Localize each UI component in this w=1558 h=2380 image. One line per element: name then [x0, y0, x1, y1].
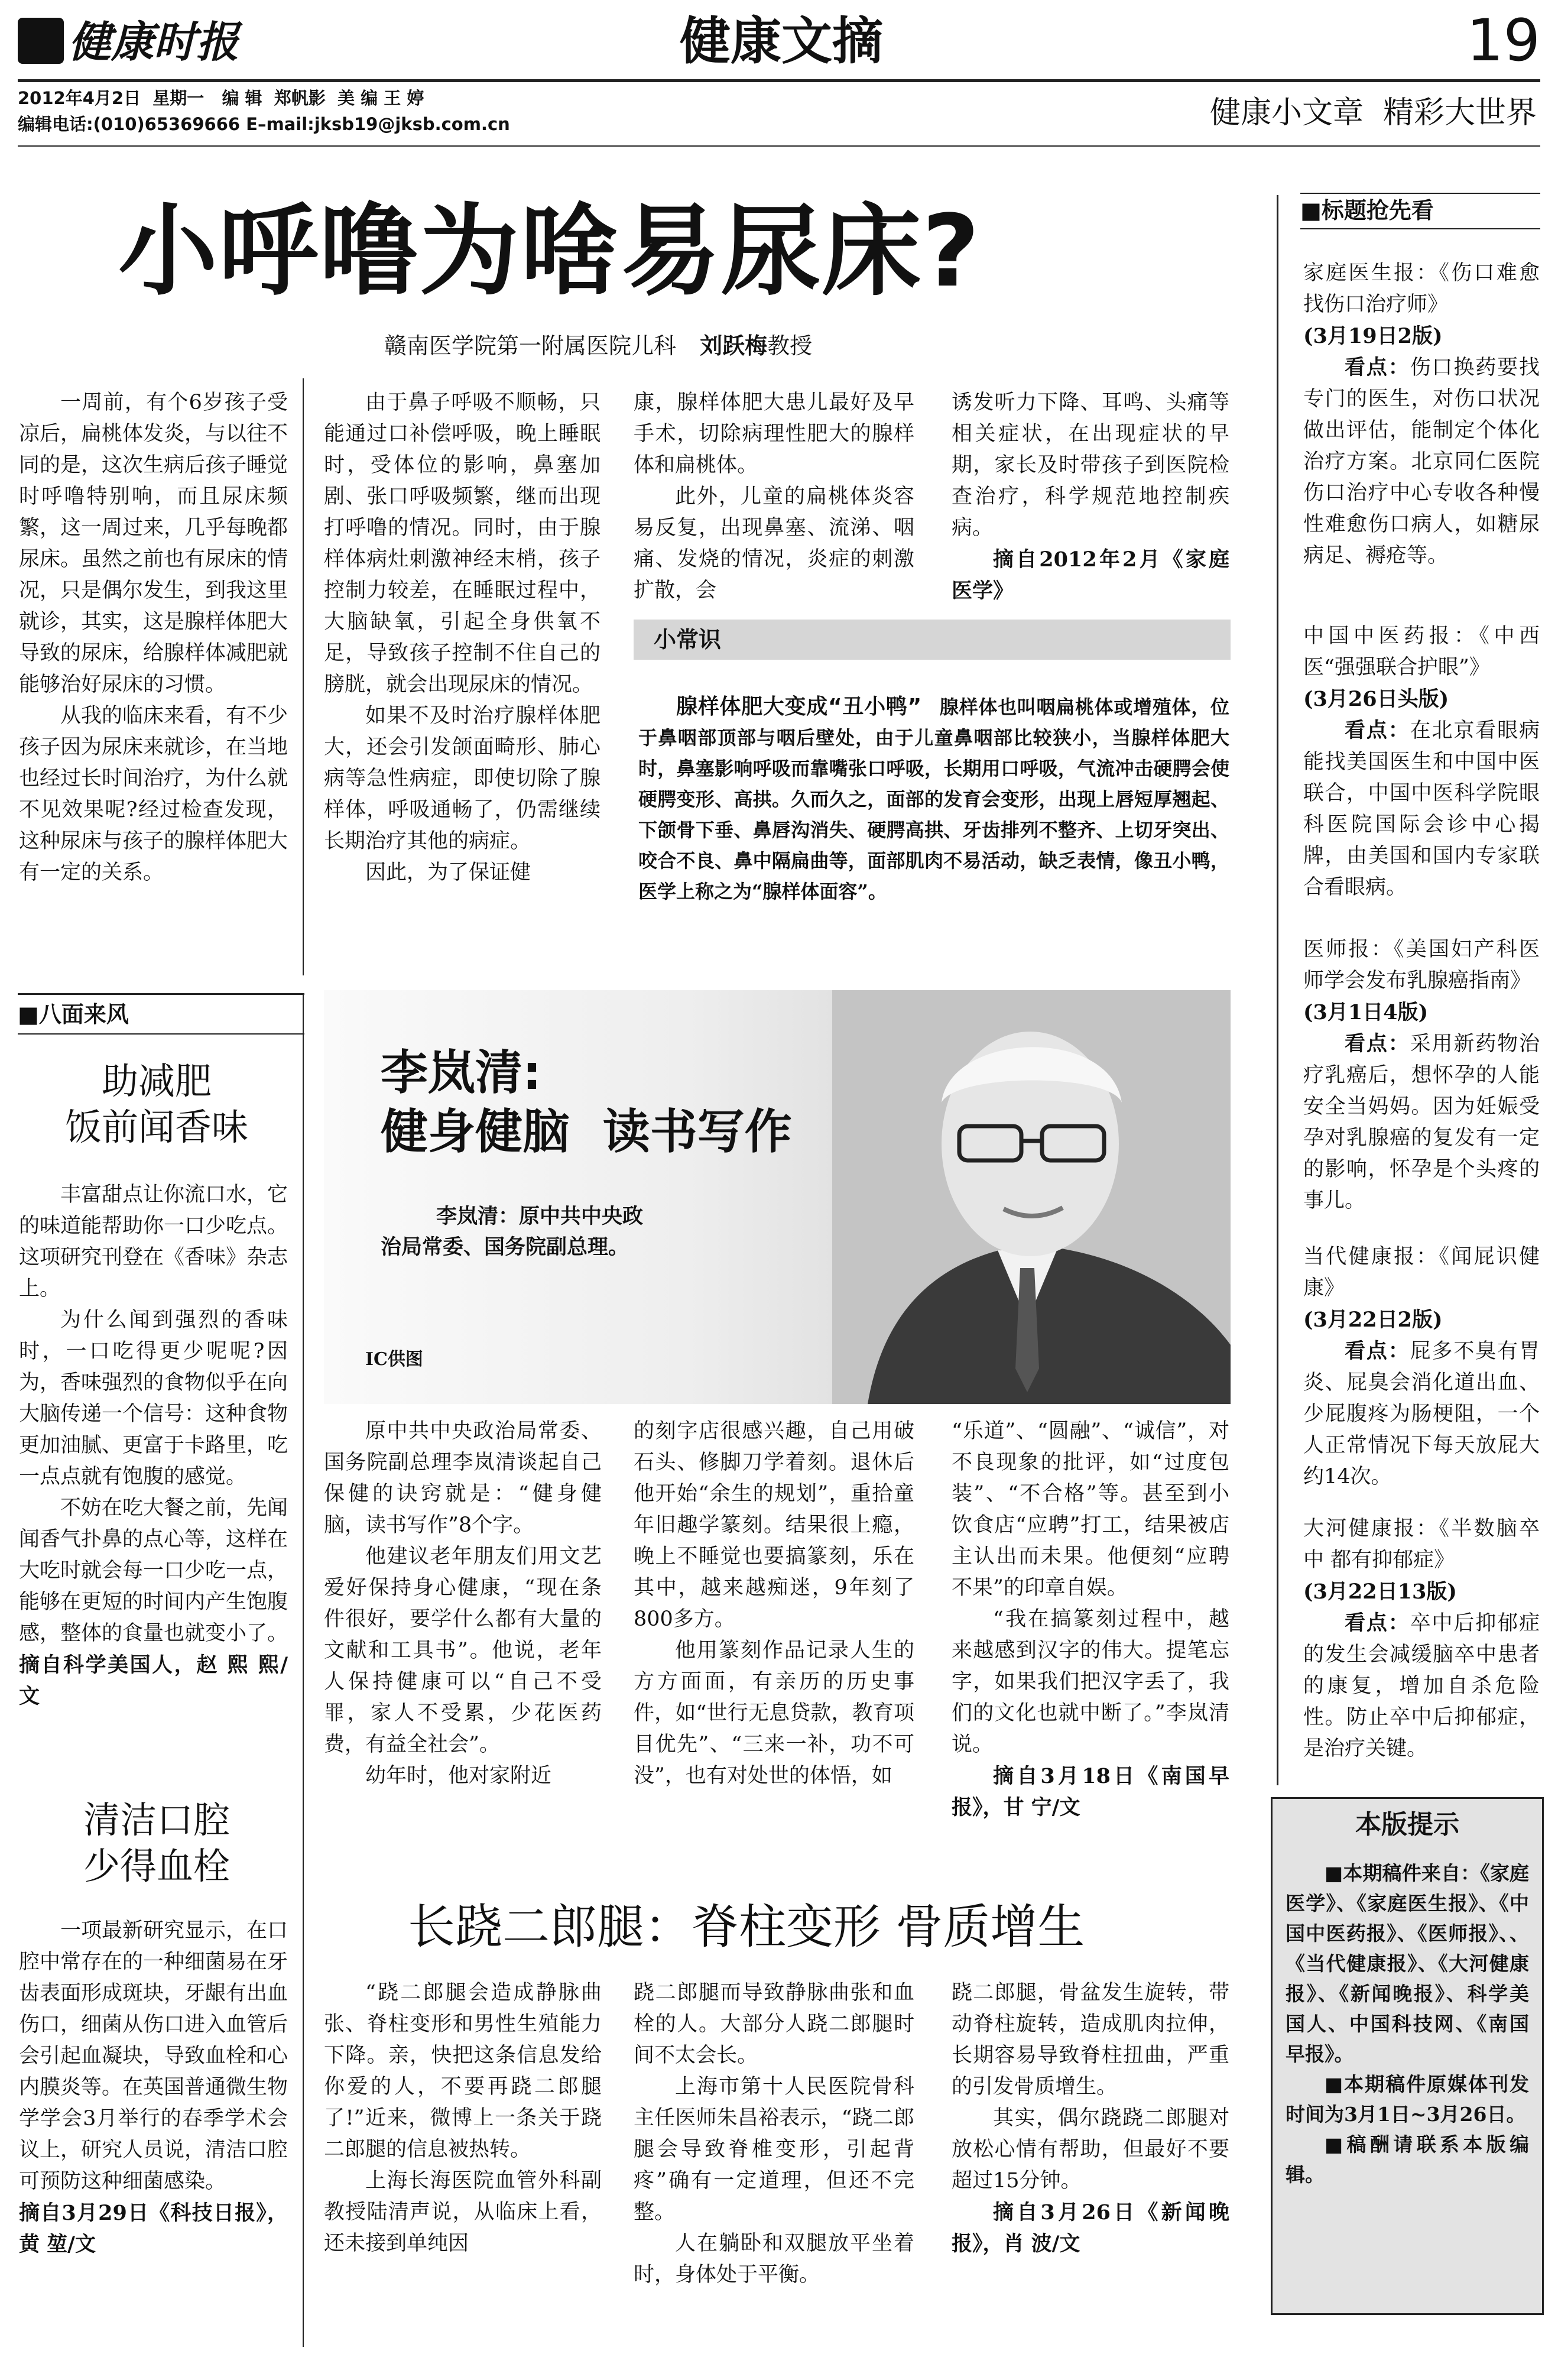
sidebar-top-rule [1300, 193, 1540, 194]
photo-credit: IC供图 [365, 1349, 423, 1370]
masthead [18, 8, 1540, 144]
article-title: 清洁口腔 少得血栓 [83, 1798, 230, 1888]
notice-item: ■本期稿件来自：《家庭医学》、《家庭医生报》、《中国中医药报》、《医师报》、、《当代健康报》、《大河健康报》、《新闻晚报》、科学美国人、中国科技网、《南国早报》。 [1286, 1862, 1529, 2066]
slogan: 健康小文章 精彩大世界 [1209, 95, 1537, 131]
section-title: 健康文摘 [680, 12, 883, 71]
sidebar-item-2: 中国中医药报：《中西医“强强联合护眼”》 (3月26日头版) 看点：在北京看眼病能找美国医生和中国中医联合，中国中医科学院眼科医院国际会诊中心揭牌，由美国和国内专家联合看眼病。 [1303, 621, 1540, 903]
paragraph: 康，腺样体肥大患儿最好及早手术，切除病理性肥大的腺样体和扁桃体。 [634, 391, 914, 477]
feature-col-2 [634, 1416, 914, 1792]
paragraph: 从我的临床来看，有不少孩子因为尿床来就诊，在当地也经过长时间治疗，为什么就不见效果呢?经过检查发现，这种尿床与孩子的腺样体肥大有一定的关系。 [19, 704, 288, 884]
leg-col-1 [324, 1977, 602, 2259]
byline [384, 331, 812, 361]
feature-title-line-2: 健身健脑 读书写作 [381, 1104, 792, 1159]
paragraph: 不妨在吃大餐之前，先闻闻香气扑鼻的点心等，这样在大吃时就会每一口少吃一点，能够在更短的时间内产生饱腹感，整体的食量也就变小了。 [19, 1496, 288, 1645]
notice-item: ■本期稿件原媒体刊发时间为3月1日~3月26日。 [1286, 2073, 1529, 2126]
feature-caption-line-1: 李岚清：原中共中央政 [436, 1204, 644, 1228]
sidebar-item-date: (3月1日4版) [1303, 1000, 1429, 1024]
main-article-col-4 [952, 387, 1229, 607]
sidebar-item-head: 医师报：《美国妇产科医师学会发布乳腺癌指南》 [1303, 938, 1540, 993]
sidebar-item-head: 大河健康报：《半数脑卒中 都有抑郁症》 [1303, 1517, 1540, 1572]
leg-headline: 长跷二郎腿：脊柱变形 骨质增生 [408, 1899, 1085, 1954]
paragraph: “乐道”、“圆融”、“诚信”，对不良现象的批评，如“过度包装”、“不合格”等。甚至到小饮食店“应聘”打工，结果被店主认出而未果。他便刻“应聘不果”的印章自娱。 [952, 1419, 1229, 1600]
logo-seal-icon [18, 18, 64, 64]
paragraph: “跷二郎腿会造成静脉曲张、脊柱变形和男性生殖能力下降。亲，快把这条信息发给你爱的人，不要再跷二郎腿了!”近来，微博上一条关于跷二郎腿的信息被热转。 [324, 1981, 602, 2161]
source-credit: 摘自3月26日《新闻晚报》，肖 波/文 [952, 2200, 1229, 2256]
byline-name: 刘跃梅 [700, 332, 768, 359]
column-rule [303, 993, 304, 2347]
sidebar-item-date: (3月26日头版) [1303, 687, 1449, 711]
sidebar-item-4: 当代健康报：《闻屁识健康》 (3月22日2版) 看点：屁多不臭有胃炎、屁臭会消化道出血、少屁腹疼为肠梗阻，一个人正常情况下每天放屁大约14次。 [1303, 1241, 1540, 1493]
section-rule [18, 1033, 304, 1035]
sidebar-item-date: (3月22日13版) [1303, 1580, 1457, 1604]
paragraph: 丰富甜点让你流口水，它的味道能帮助你一口少吃点。这项研究刊登在《香味》杂志上。 [19, 1183, 288, 1301]
paragraph: 的刻字店很感兴趣，自己用破石头、修脚刀学着刻。退休后他开始“余生的规划”，重拾童年旧趣学篆刻。结果很上瘾，晚上不睡觉也要搞篆刻，乐在其中，越来越痴迷，9年刻了800多方。 [634, 1419, 914, 1631]
main-article-col-2 [324, 387, 601, 889]
tip-title: 腺样体肥大变成“丑小鸭” [676, 695, 922, 719]
source-credit: 摘自3月18日《南国早报》，甘 宁/文 [952, 1764, 1229, 1820]
sidebar-item-date: (3月19日2版) [1303, 324, 1443, 348]
feature-banner [324, 990, 1231, 1404]
tip-body [638, 692, 1229, 907]
sidebar-item-1: 家庭医生报：《伤口难愈找伤口治疗师》 (3月19日2版) 看点：伤口换药要找专门的医生，对伤口状况做出评估，能制定个体化治疗方案。北京同仁医院伤口治疗中心专收各种慢性难愈伤口病人，如糖尿病足、褥疮等。 [1303, 258, 1540, 572]
paragraph: 人在躺卧和双腿放平坐着时，身体处于平衡。 [634, 2232, 914, 2287]
notice-item: ■稿酬请联系本版编辑。 [1286, 2133, 1529, 2186]
source-credit: 摘自科学美国人，赵 熙 熙/文 [19, 1653, 288, 1708]
section-rule [18, 993, 304, 995]
sidebar-item-3: 医师报：《美国妇产科医师学会发布乳腺癌指南》 (3月1日4版) 看点：采用新药物治疗乳癌后，想怀孕的人能安全当妈妈。因为妊娠受孕对乳腺癌的复发有一定的影响，怀孕是个头疼的事儿。 [1303, 934, 1540, 1217]
notice-box [1271, 1797, 1544, 2315]
paragraph: 为什么闻到强烈的香味时，一口吃得更少呢呢?因为，香味强烈的食物似乎在向大脑传递一个信号：这种食物更加油腻、更富于卡路里，吃一点点就有饱腹的感觉。 [19, 1308, 288, 1489]
leg-col-2 [634, 1977, 914, 2291]
portrait-illustration-icon [832, 990, 1231, 1404]
sidebar-item-head: 当代健康报：《闻屁识健康》 [1303, 1245, 1540, 1300]
sidebar-item-head: 中国中医药报：《中西医“强强联合护眼”》 [1303, 624, 1540, 679]
sidebar-item-date: (3月22日2版) [1303, 1308, 1443, 1332]
tip-text: 腺样体也叫咽扁桃体或增殖体，位于鼻咽部顶部与咽后壁处，由于儿童鼻咽部比较狭小，当腺样体肥大时，鼻塞影响呼吸而靠嘴张口呼吸，长期用口呼吸，气流冲击硬腭会使硬腭变形、高拱。久而久之，面部的发育会变形，出现上唇短厚翘起、下颌骨下垂、鼻唇沟消失、硬腭高拱、牙齿排列不整齐、上切牙突出、咬合不良、鼻中隔扁曲等，面部肌肉不易活动，缺乏表情，像丑小鸭，医学上称之为“腺样体面容”。 [638, 696, 1229, 903]
paragraph: 其实，偶尔跷跷二郎腿对放松心情有帮助，但最好不要超过15分钟。 [952, 2106, 1229, 2193]
sidebar-item-head: 家庭医生报：《伤口难愈找伤口治疗师》 [1303, 261, 1540, 316]
paragraph: 上海长海医院血管外科副教授陆清声说，从临床上看，还未接到单纯因 [324, 2169, 602, 2255]
paragraph: 如果不及时治疗腺样体肥大，还会引发颌面畸形、肺心病等急性病症，即使切除了腺样体，呼吸通畅了，仍需继续长期治疗其他的病症。 [324, 704, 601, 853]
paragraph: 跷二郎腿，骨盆发生旋转，带动脊柱旋转，造成肌肉拉伸，长期容易导致脊柱扭曲，严重的引发骨质增生。 [952, 1981, 1229, 2099]
page-number: 19 [1466, 7, 1540, 74]
paragraph: 他建议老年朋友们用文艺爱好保持身心健康，“现在条件很好，要学什么都有大量的文献和工具书”。他说，老年人保持健康可以“自己不受罪，家人不受累，少花医药费，有益全社会”。 [324, 1545, 602, 1756]
contact-line: 编辑电话:(010)65369666 E–mail:jksb19@jksb.com.cn [18, 114, 510, 134]
feature-col-3 [952, 1416, 1229, 1823]
paragraph: 一周前，有个6岁孩子受凉后，扁桃体发炎，与以往不同的是，这次生病后孩子睡觉时呼噜特别响，而且尿床频繁，这一周过来，几乎每晚都尿床。虽然之前也有尿床的情况，只是偶尔发生，到我这里就诊，其实，这是腺样体肥大导致的尿床，给腺样体减肥就能够治好尿床的习惯。 [19, 391, 288, 696]
masthead-rule [18, 79, 1540, 82]
left-article-2 [19, 1915, 288, 2260]
paragraph: 一项最新研究显示，在口腔中常存在的一种细菌易在牙齿表面形成斑块，牙龈有出血伤口，细菌从伤口进入血管后会引起血凝块，导致血栓和心内膜炎等。在英国普通微生物学学会3月举行的春季学术会议上，研究人员说，清洁口腔可预防这种细菌感染。 [19, 1919, 288, 2193]
source-credit: 摘自2012年2月《家庭医学》 [952, 547, 1229, 603]
paragraph: “我在搞篆刻过程中，越来越感到汉字的伟大。提笔忘字，如果我们把汉字丢了，我们的文化也就中断了。”李岚清说。 [952, 1607, 1229, 1756]
source-credit: 摘自3月29日《科技日报》，黄 堃/文 [19, 2201, 288, 2256]
main-article-col-1 [19, 387, 288, 889]
tip-label-bar [634, 620, 1231, 660]
leg-col-3 [952, 1977, 1229, 2259]
date-line: 2012年4月2日 星期一 编 辑 郑帆影 美 编 王 婷 [18, 88, 424, 108]
column-rule [303, 378, 304, 975]
tip-label: 小常识 [654, 627, 722, 653]
paragraph: 跷二郎腿而导致静脉曲张和血栓的人。大部分人跷二郎腿时间不太会长。 [634, 1981, 914, 2067]
portrait-photo [832, 990, 1231, 1404]
paragraph: 幼年时，他对家附近 [365, 1764, 552, 1788]
paragraph: 此外，儿童的扁桃体炎容易反复，出现鼻塞、流涕、咽痛、发烧的情况，炎症的刺激扩散，会 [634, 485, 914, 602]
main-headline: 小呼噜为啥易尿床? [118, 193, 981, 309]
feature-title-line-1: 李岚清: [381, 1045, 541, 1100]
feature-caption-line-2: 治局常委、国务院副总理。 [381, 1235, 629, 1259]
notice-title: 本版提示 [1355, 1810, 1459, 1840]
sidebar-item-5: 大河健康报：《半数脑卒中 都有抑郁症》 (3月22日13版) 看点：卒中后抑郁症的发生会减缓脑卒中患者的康复，增加自杀危险性。防止卒中后抑郁症，是治疗关键。 [1303, 1513, 1540, 1765]
main-article-col-3 [634, 387, 914, 607]
paragraph: 上海市第十人民医院骨科主任医师朱昌裕表示，“跷二郎腿会导致脊椎变形，引起背疼”确有一定道理，但还不完整。 [634, 2075, 914, 2224]
masthead-bottom-rule [18, 145, 1540, 147]
newspaper-logo: 健康时报 [18, 11, 254, 76]
square-bullet-icon: ■ [1300, 197, 1322, 223]
notice-items [1286, 1858, 1529, 2190]
paragraph: 他用篆刻作品记录人生的方方面面，有亲历的历史事件，如“世行无息贷款，教育项目优先”、“三来一补，功不可没”，也有对处世的体悟，如 [634, 1639, 914, 1788]
sidebar-rule [1277, 195, 1278, 1785]
paragraph: 由于鼻子呼吸不顺畅，只能通过口补偿呼吸，晚上睡眠时，受体位的影响，鼻塞加剧、张口呼吸频繁，继而出现打呼噜的情况。同时，由于腺样体病灶刺激神经末梢，孩子控制力较差，在睡眠过程中，大脑缺氧，引起全身供氧不足，导致孩子控制不住自己的膀胱，就会出现尿床的情况。 [324, 391, 601, 696]
feature-col-1 [324, 1416, 602, 1792]
paragraph: 原中共中央政治局常委、国务院副总理李岚清谈起自己保健的诀窍就是：“健身健脑，读书写作”8个字。 [324, 1419, 602, 1537]
paragraph: 诱发听力下降、耳鸣、头痛等相关症状，在出现症状的早期，家长及时带孩子到医院检查治疗，科学规范地控制疾病。 [952, 391, 1229, 540]
left-section-label: ■八面来风 [18, 1001, 129, 1027]
square-bullet-icon: ■ [18, 1001, 39, 1027]
paragraph: 因此，为了保证健 [365, 861, 531, 884]
byline-title: 教授 [767, 333, 813, 359]
sidebar-label-rule [1300, 228, 1540, 229]
sidebar-label: ■标题抢先看 [1300, 197, 1434, 223]
byline-org: 赣南医学院第一附属医院儿科 [384, 333, 677, 359]
article-title: 助减肥 饭前闻香味 [64, 1059, 248, 1149]
left-article-1 [19, 1179, 288, 1712]
